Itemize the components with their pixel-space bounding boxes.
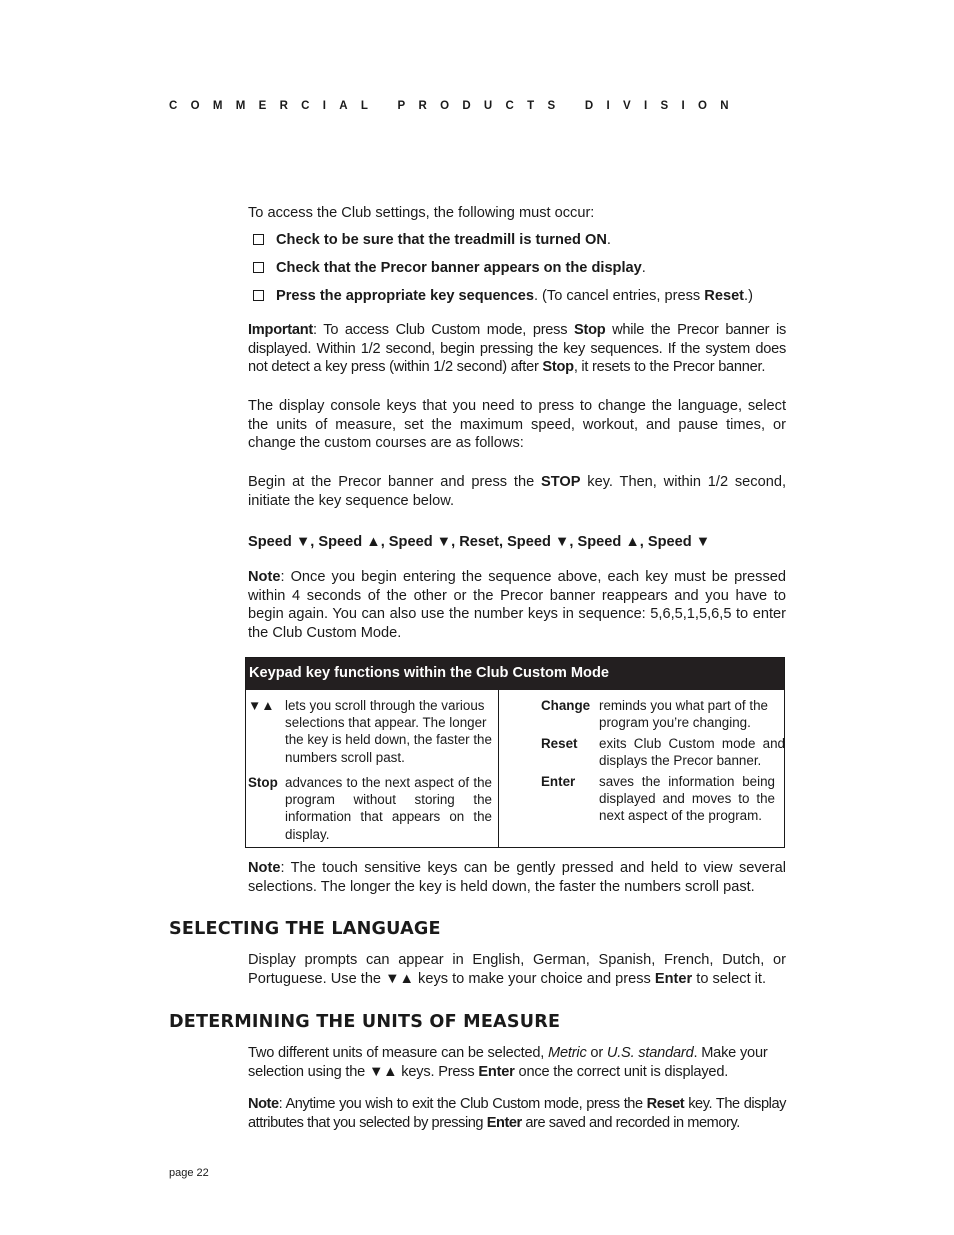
section-heading: SELECTING THE LANGUAGE — [169, 919, 441, 939]
stop-key-desc: advances to the next aspect of the program without storing the information that appears on the display. — [285, 775, 492, 842]
checkbox-icon — [253, 234, 264, 245]
table-divider — [498, 690, 499, 848]
keypad-functions-table — [245, 657, 785, 848]
units-paragraph: Two different units of measure can be selected, Metric or U.S. standard. Make your selection using the ▼▲ keys. Press Enter once the correct unit is displayed. — [248, 1045, 768, 1080]
page-number: page 22 — [169, 1167, 209, 1179]
important-paragraph: Important: To access Club Custom mode, press Stop while the Precor banner is displayed. Within 1/2 second, begin pressing the key sequences. If the system does not detect a key press (within 1/2 second) after Stop, it resets to the Precor banner. — [248, 322, 787, 376]
note-paragraph: Note: Once you begin entering the sequence above, each key must be pressed within 4 seconds of the other or the Precor banner reappears and you have to begin again. You can also use the number keys in sequence: 5,6,5,1,5,6,5 to enter the Club Custom Mode. — [248, 569, 786, 641]
arrow-keys-label: ▼▲ — [248, 698, 275, 713]
arrow-keys-desc: lets you scroll through the various selections that appear. The longer the key is held down, the faster the numbers scroll past. — [285, 698, 492, 765]
table-title: Keypad key functions within the Club Custom Mode — [246, 658, 784, 690]
note-paragraph: Note: Anytime you wish to exit the Club Custom mode, press the Reset key. The display attributes that you selected by pressing Enter are saved and recorded in memory. — [248, 1096, 786, 1131]
reset-key-label: Reset — [541, 736, 578, 751]
checklist-item: Press the appropriate key sequences. (To cancel entries, press Reset.) — [248, 288, 753, 304]
change-key-label: Change — [541, 698, 591, 713]
section-heading: DETERMINING THE UNITS OF MEASURE — [169, 1012, 561, 1032]
reset-key-desc: exits Club Custom mode and displays the Precor banner. — [599, 736, 785, 769]
stop-key-label: Stop — [248, 775, 278, 790]
running-header: COMMERCIAL PRODUCTS DIVISION — [169, 100, 742, 112]
enter-key-desc: saves the information being displayed and moves to the next aspect of the program. — [599, 774, 775, 824]
intro-text: To access the Club settings, the following must occur: — [248, 205, 595, 221]
checklist-item: Check to be sure that the treadmill is turned ON. — [248, 232, 611, 248]
enter-key-label: Enter — [541, 774, 576, 789]
checkbox-icon — [253, 262, 264, 273]
begin-paragraph: Begin at the Precor banner and press the STOP key. Then, within 1/2 second, initiate the key sequence below. — [248, 474, 786, 509]
change-key-desc: reminds you what part of the program you’re changing. — [599, 698, 768, 731]
checklist-item: Check that the Precor banner appears on the display. — [248, 260, 646, 276]
checkbox-icon — [253, 290, 264, 301]
language-paragraph: Display prompts can appear in English, German, Spanish, French, Dutch, or Portuguese. Use the ▼▲ keys to make your choice and press Enter to select it. — [248, 952, 786, 987]
keys-paragraph: The display console keys that you need to press to change the language, select the units of measure, set the maximum speed, workout, and pause times, or change the custom courses are as follows: — [248, 398, 786, 452]
note-paragraph: Note: The touch sensitive keys can be gently pressed and held to view several selections. The longer the key is held down, the faster the numbers scroll past. — [248, 860, 786, 895]
key-sequence: Speed ▼, Speed ▲, Speed ▼, Reset, Speed ▼, Speed ▲, Speed ▼ — [248, 534, 711, 550]
